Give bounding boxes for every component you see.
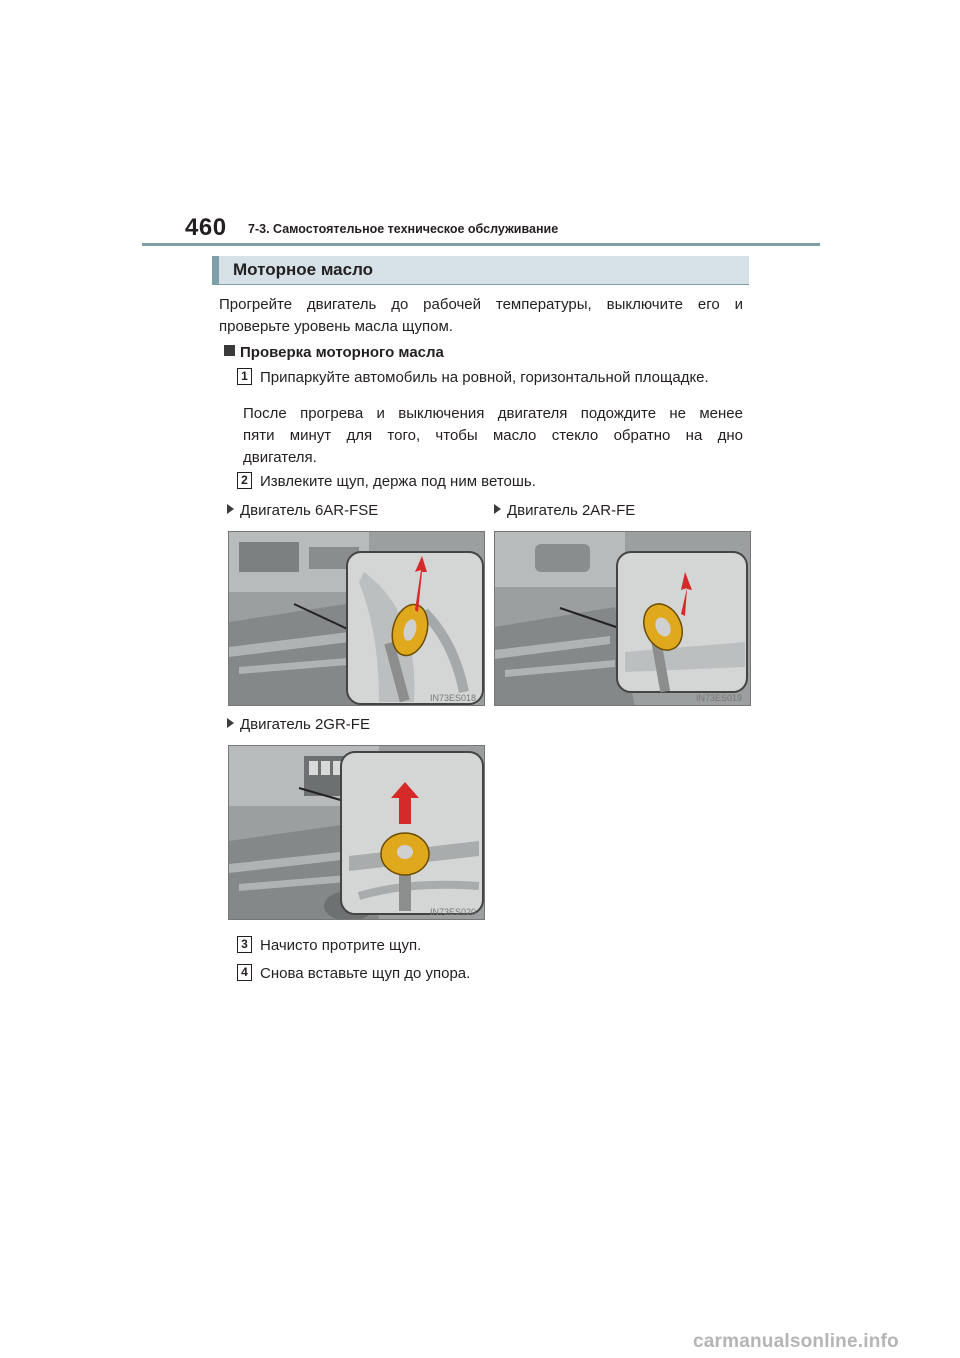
- figure-label-2: [494, 500, 635, 522]
- figure-label-2-text: Двигатель 2AR-FE: [507, 502, 636, 519]
- figure-code: IN73ES020: [429, 907, 476, 917]
- intro-line-2: проверьте уровень масла щупом.: [219, 318, 453, 335]
- engine-illustration: [495, 532, 751, 706]
- note-line-1: После прогрева и выключения двигателя подождите не менее: [243, 405, 743, 422]
- step-4-text: Снова вставьте щуп до упора.: [260, 965, 471, 982]
- triangle-right-icon: [494, 504, 501, 514]
- step-badge-4: 4: [237, 964, 252, 981]
- step-2-text: Извлеките щуп, держа под ним ветошь.: [260, 473, 536, 490]
- figure-label-1-text: Двигатель 6AR-FSE: [240, 502, 379, 519]
- watermark: carmanualsonline.info: [693, 1331, 899, 1352]
- triangle-right-icon: [227, 504, 234, 514]
- figure-engine-6ar-fse: [228, 531, 485, 706]
- triangle-right-icon: [227, 718, 234, 728]
- page-number: 460: [185, 214, 227, 241]
- note-line-2: пяти минут для того, чтобы масло стекло обратно на дно: [243, 427, 743, 444]
- header-divider: [142, 243, 820, 246]
- section-title: Моторное масло: [233, 260, 374, 279]
- intro-line-1: Прогрейте двигатель до рабочей температуры, выключите его и: [219, 296, 743, 313]
- step-3-text: Начисто протрите щуп.: [260, 937, 422, 954]
- figure-code: IN73ES019: [695, 693, 742, 703]
- engine-illustration: [229, 746, 485, 920]
- step-1-text: Припаркуйте автомобиль на ровной, горизонтальной площадке.: [260, 369, 709, 386]
- section-header: [212, 256, 749, 285]
- step-badge-2: 2: [237, 472, 252, 489]
- figure-engine-2gr-fe: [228, 745, 485, 920]
- square-icon: [224, 345, 235, 356]
- step-badge-1: 1: [237, 368, 252, 385]
- figure-label-3-text: Двигатель 2GR-FE: [240, 716, 370, 733]
- figure-label-1: [227, 500, 378, 522]
- note-line-3: двигателя.: [243, 449, 317, 466]
- figure-engine-2ar-fe: [494, 531, 751, 706]
- figure-code: IN73ES018: [429, 693, 476, 703]
- subsection-heading: [224, 342, 444, 364]
- step-badge-3: 3: [237, 936, 252, 953]
- engine-illustration: [229, 532, 485, 706]
- figure-label-3: [227, 714, 370, 736]
- chapter-title: 7-3. Самостоятельное техническое обслуживание: [248, 222, 559, 236]
- subsection-title: Проверка моторного масла: [240, 344, 444, 361]
